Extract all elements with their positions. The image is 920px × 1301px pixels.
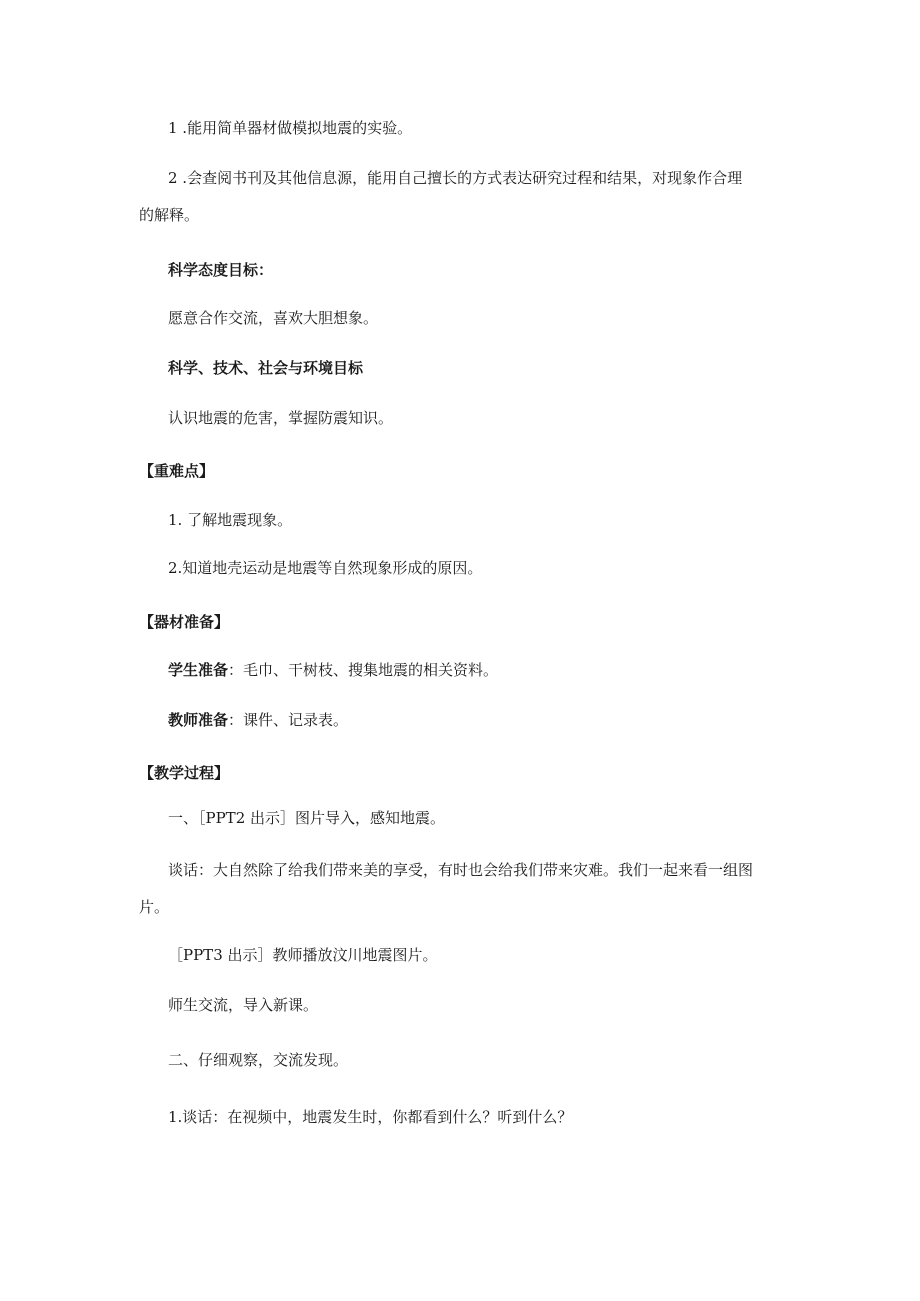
- ppt3-note: ［PPT3 出示］教师播放汶川地震图片。: [168, 946, 438, 964]
- attitude-text: 愿意合作交流，喜欢大胆想象。: [168, 309, 379, 327]
- sts-heading: 科学、技术、社会与环境目标: [168, 359, 364, 377]
- key-points-heading: 【重难点】: [139, 462, 215, 480]
- student-materials: [168, 660, 498, 680]
- skill-goal-item-1: 1 .能用简单器材做模拟地震的实验。: [168, 119, 413, 137]
- skill-goal-item-2-line-2: 的解释。: [139, 206, 200, 224]
- talk-line-2: 片。: [139, 898, 170, 916]
- exchange-note: 师生交流，导入新课。: [168, 996, 319, 1014]
- teacher-materials-text: ：课件、记录表。: [228, 711, 349, 729]
- student-materials-text: ：毛巾、干树枝、搜集地震的相关资料。: [228, 661, 499, 679]
- sts-text: 认识地震的危害，掌握防震知识。: [168, 409, 394, 427]
- attitude-heading: 科学态度目标：: [168, 261, 274, 279]
- process-step-2: 二、仔细观察，交流发现。: [168, 1051, 349, 1069]
- key-point-item-2: 2.知道地壳运动是地震等自然现象形成的原因。: [168, 559, 483, 577]
- teacher-materials: [168, 710, 348, 730]
- process-heading: 【教学过程】: [139, 764, 230, 782]
- skill-goal-item-2-line-1: 2 .会查阅书刊及其他信息源，能用自己擅长的方式表达研究过程和结果，对现象作合理: [168, 169, 743, 187]
- key-point-item-1: 1. 了解地震现象。: [168, 511, 293, 529]
- question-1: 1.谈话：在视频中，地震发生时，你都看到什么？听到什么？: [168, 1108, 573, 1126]
- materials-heading: 【器材准备】: [139, 613, 230, 631]
- student-materials-label: 学生准备: [168, 661, 229, 679]
- process-step-1: 一、［PPT2 出示］图片导入，感知地震。: [168, 809, 446, 827]
- teacher-materials-label: 教师准备: [168, 711, 229, 729]
- talk-line-1: 谈话：大自然除了给我们带来美的享受，有时也会给我们带来灾难。我们一起来看一组图: [168, 861, 754, 879]
